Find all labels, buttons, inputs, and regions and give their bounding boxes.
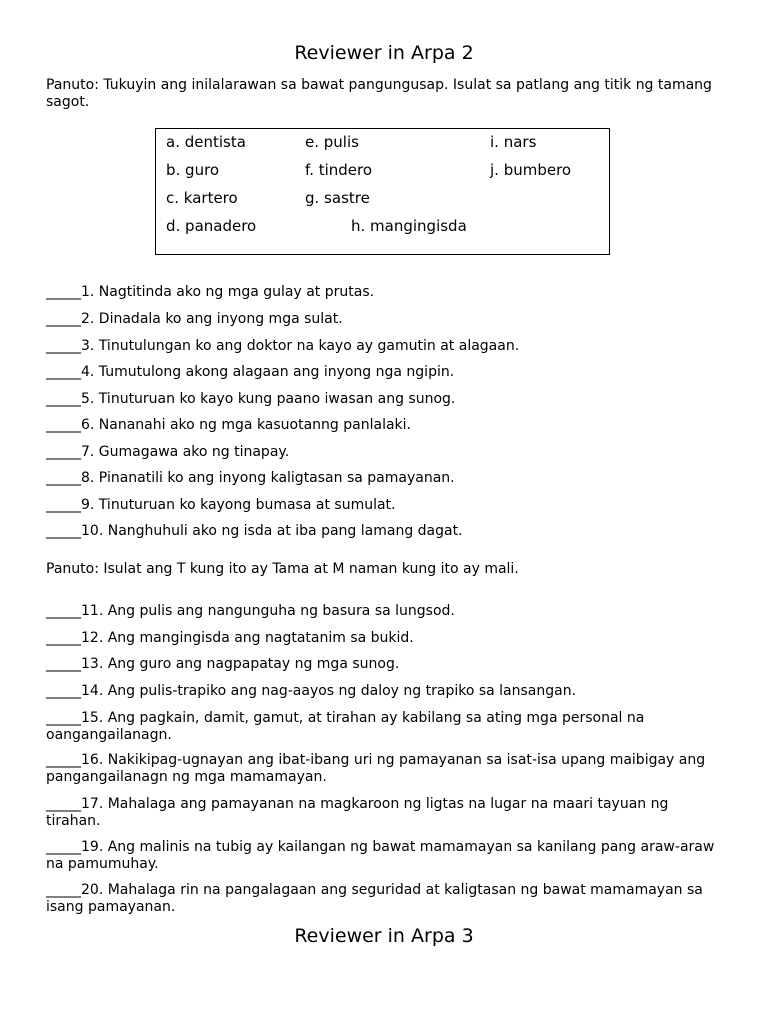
question-16: _____16. Nakikipag-ugnayan ang ibat-ibang uri ng pamayanan sa isat-isa upang maibigay ang pangangailanagn ng mga mamamayan. <box>46 752 706 785</box>
choices-box <box>155 128 610 255</box>
choice-a: a. dentista <box>166 133 246 151</box>
question-20: _____20. Mahalaga rin na pangalagaan ang seguridad at kaligtasan ng bawat mamamayan sa isang pamayanan. <box>46 882 703 915</box>
question-10: _____10. Nanghuhuli ako ng isda at iba pang lamang dagat. <box>46 523 463 539</box>
next-section-title: Reviewer in Arpa 3 <box>294 925 474 947</box>
choice-c: c. kartero <box>166 189 238 207</box>
question-4: _____4. Tumutulong akong alagaan ang inyong nga ngipin. <box>46 364 455 380</box>
choice-j: j. bumbero <box>490 161 572 179</box>
question-6: _____6. Nananahi ako ng mga kasuotanng panlalaki. <box>46 417 411 433</box>
question-1: _____1. Nagtitinda ako ng mga gulay at prutas. <box>46 284 375 300</box>
question-13: _____13. Ang guro ang nagpapatay ng mga sunog. <box>46 656 400 672</box>
question-7: _____7. Gumagawa ako ng tinapay. <box>46 444 290 460</box>
question-9: _____9. Tinuturuan ko kayong bumasa at sumulat. <box>46 497 396 513</box>
question-3: _____3. Tinutulungan ko ang doktor na kayo ay gamutin at alagaan. <box>46 338 520 354</box>
choice-i: i. nars <box>490 133 537 151</box>
question-19: _____19. Ang malinis na tubig ay kailangan ng bawat mamamayan sa kanilang pang araw-araw na pamumuhay. <box>46 839 715 872</box>
question-8: _____8. Pinanatili ko ang inyong kaligtasan sa pamayanan. <box>46 470 455 486</box>
choice-d: d. panadero <box>166 217 257 235</box>
instructions-part-1: Panuto: Tukuyin ang inilalarawan sa bawat pangungusap. Isulat sa patlang ang titik ng tamang sagot. <box>46 77 712 110</box>
choice-f: f. tindero <box>305 161 373 179</box>
question-5: _____5. Tinuturuan ko kayo kung paano iwasan ang sunog. <box>46 391 456 407</box>
question-15: _____15. Ang pagkain, damit, gamut, at tirahan ay kabilang sa ating mga personal na oangangailanagn. <box>46 710 645 743</box>
choice-e: e. pulis <box>305 133 359 151</box>
question-12: _____12. Ang mangingisda ang nagtatanim sa bukid. <box>46 630 414 646</box>
question-2: _____2. Dinadala ko ang inyong mga sulat. <box>46 311 343 327</box>
question-11: _____11. Ang pulis ang nangunguha ng basura sa lungsod. <box>46 603 455 619</box>
question-17: _____17. Mahalaga ang pamayanan na magkaroon ng ligtas na lugar na maari tayuan ng tirahan. <box>46 796 669 829</box>
choice-g: g. sastre <box>305 189 370 207</box>
choice-h: h. mangingisda <box>351 217 467 235</box>
choice-b: b. guro <box>166 161 220 179</box>
question-14: _____14. Ang pulis-trapiko ang nag-aayos ng daloy ng trapiko sa lansangan. <box>46 683 577 699</box>
worksheet-title: Reviewer in Arpa 2 <box>294 42 474 64</box>
instructions-part-2: Panuto: Isulat ang T kung ito ay Tama at M naman kung ito ay mali. <box>46 561 519 577</box>
